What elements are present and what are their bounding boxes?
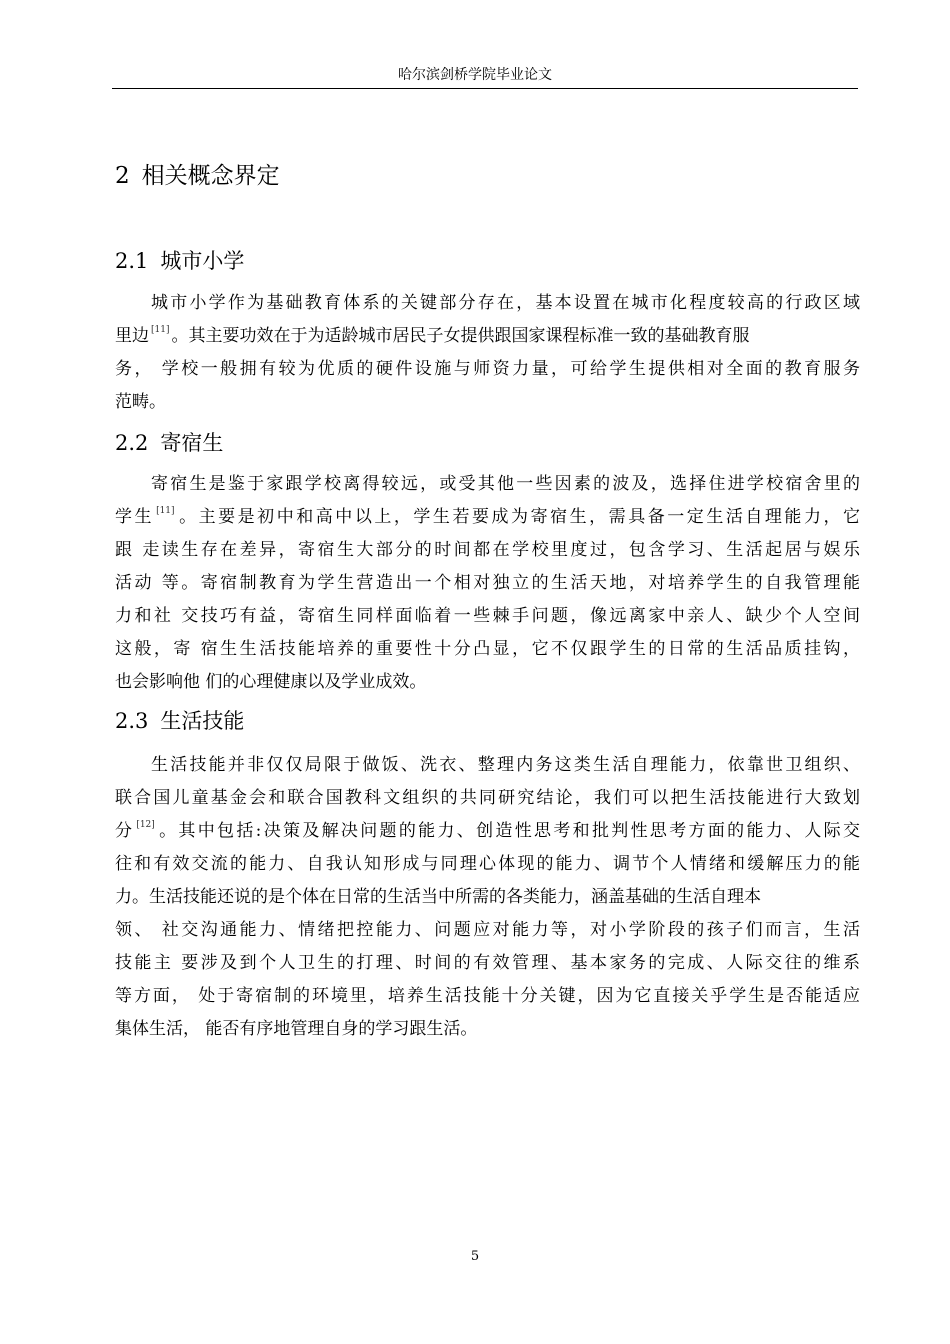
text-line: 力和社 交技巧有益，寄宿生同样面临着一些棘手问题，像远离家中亲人、缺少个人空间: [115, 606, 860, 626]
citation-ref: [11]: [151, 325, 170, 335]
text-fragment: 。其中包括:决策及解决问题的能力、创造性思考和批判性思考方面的能力、人际交: [156, 821, 860, 841]
section-heading-2-1: [115, 246, 244, 276]
text-line: 这般，寄 宿生生活技能培养的重要性十分凸显，它不仅跟学生的日常的生活品质挂钩，: [115, 639, 860, 659]
section-title-text: 生活技能: [160, 709, 245, 733]
section-heading-2-2: [115, 428, 223, 458]
text-line: 联合国儿童基金会和联合国教科文组织的共同研究结论，我们可以把生活技能进行大致划: [115, 788, 860, 808]
page-number: 5: [470, 1249, 480, 1264]
chapter-title-text: 相关概念界定: [141, 163, 280, 189]
text-fragment: 学生: [115, 507, 155, 527]
section-title-text: 寄宿生: [160, 431, 224, 455]
text-line: 也会影响他 们的心理健康以及学业成效。: [115, 672, 427, 692]
text-line: 集体生活， 能否有序地管理自身的学习跟生活。: [115, 1019, 478, 1039]
text-line: [115, 815, 860, 848]
paragraph-life-skills: [115, 749, 860, 1046]
text-line: 城市小学作为基础教育体系的关键部分存在，基本设置在城市化程度较高的行政区域: [151, 293, 860, 313]
text-fragment: 分: [115, 821, 135, 841]
text-line: 跟 走读生存在差异，寄宿生大部分的时间都在学校里度过，包含学习、生活起居与娱乐: [115, 540, 860, 560]
section-heading-2-3: [115, 706, 244, 736]
chapter-number: 2: [115, 163, 130, 189]
header-rule: [112, 88, 858, 89]
text-line: 寄宿生是鉴于家跟学校离得较远，或受其他一些因素的波及，选择住进学校宿舍里的: [151, 474, 860, 494]
text-fragment: 。主要是初中和高中以上，学生若要成为寄宿生，需具备一定生活自理能力，它: [176, 507, 861, 527]
text-line: 务， 学校一般拥有较为优质的硬件设施与师资力量，可给学生提供相对全面的教育服务: [115, 359, 860, 379]
citation-ref: [12]: [136, 820, 155, 830]
section-number: 2.1: [115, 249, 149, 273]
chapter-heading: [115, 160, 280, 192]
text-line: [115, 501, 860, 534]
text-line: 力。生活技能还说的是个体在日常的生活当中所需的各类能力，涵盖基础的生活自理本: [115, 887, 761, 907]
text-line: 等方面， 处于寄宿制的环境里，培养生活技能十分关键，因为它直接关乎学生是否能适应: [115, 986, 860, 1006]
section-number: 2.2: [115, 431, 149, 455]
text-line: 往和有效交流的能力、自我认知形成与同理心体现的能力、调节个人情绪和缓解压力的能: [115, 854, 860, 874]
text-fragment: 。其主要功效在于为适龄城市居民子女提供跟国家课程标准一致的基础教育服: [171, 326, 750, 346]
running-header: 哈尔滨剑桥学院毕业论文: [398, 67, 552, 83]
text-line: 技能主 要涉及到个人卫生的打理、时间的有效管理、基本家务的完成、人际交往的维系: [115, 953, 860, 973]
text-line: [115, 320, 860, 353]
text-line: 领、 社交沟通能力、情绪把控能力、问题应对能力等，对小学阶段的孩子们而言，生活: [115, 920, 860, 940]
section-number: 2.3: [115, 709, 149, 733]
text-line: 范畴。: [115, 392, 166, 412]
text-line: 活动 等。寄宿制教育为学生营造出一个相对独立的生活天地，对培养学生的自我管理能: [115, 573, 860, 593]
paragraph-urban-primary-school: [115, 287, 860, 419]
citation-ref: [11]: [156, 506, 175, 516]
paragraph-boarding-student: [115, 468, 860, 699]
text-line: 生活技能并非仅仅局限于做饭、洗衣、整理内务这类生活自理能力，依靠世卫组织、: [151, 755, 860, 775]
text-fragment: 里边: [115, 326, 149, 346]
section-title-text: 城市小学: [160, 249, 245, 273]
